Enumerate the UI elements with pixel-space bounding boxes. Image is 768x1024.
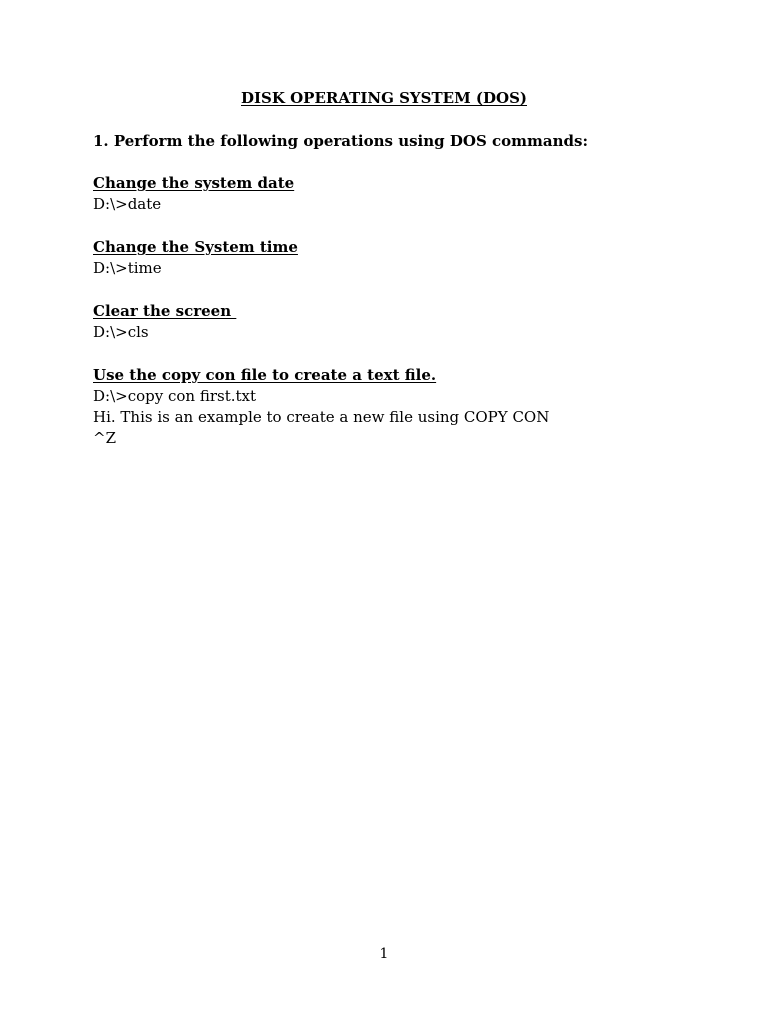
section-change-time [93,237,298,279]
text-line: ^Z [93,429,116,447]
command-line: D:\>date [93,195,162,213]
text-line: Hi. This is an example to create a new file using COPY CON [93,408,550,426]
question-text: 1. Perform the following operations using DOS commands: [93,132,588,150]
section-clear-screen [93,301,236,343]
command-line: D:\>cls [93,323,149,341]
command-line: D:\>time [93,259,162,277]
section-change-date [93,173,294,215]
section-heading: Use the copy con file to create a text file. [93,366,437,384]
section-heading: Clear the screen [93,302,237,320]
page-number: 1 [379,946,389,962]
document-title: DISK OPERATING SYSTEM (DOS) [241,89,527,107]
section-heading: Change the system date [93,174,295,192]
section-copy-con [93,365,549,449]
section-heading: Change the System time [93,238,298,256]
command-line: D:\>copy con first.txt [93,387,257,405]
